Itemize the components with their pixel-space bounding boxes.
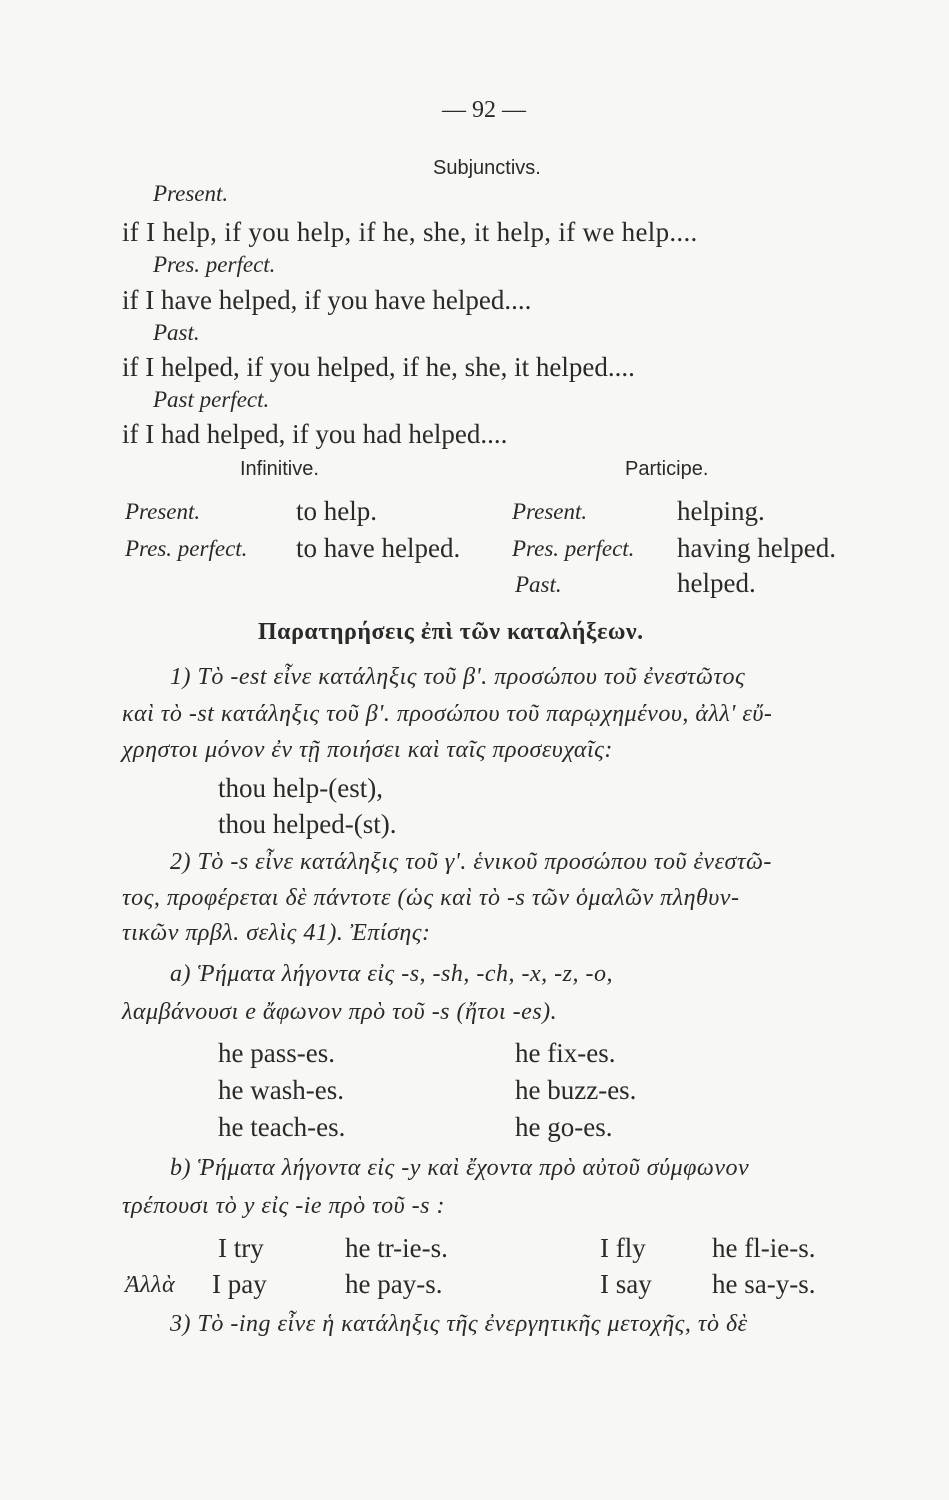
participle-title: Participe.: [625, 458, 709, 480]
inf-present-label: Present.: [125, 499, 201, 524]
obs-p1-line3: χρηστοι μόνον ἐν τῇ ποιήσει καὶ ταῖς προσευχαῖς:: [122, 737, 613, 763]
obs-p2-line2: τος, προφέρεται δὲ πάντοτε (ὡς καὶ τὸ -s τῶν ὁμαλῶν πληθυν-: [122, 885, 740, 911]
inf-present-value: to help.: [296, 496, 377, 526]
part-past-value: helped.: [677, 568, 756, 598]
obs-p3-line1: 3) Τὸ -ing εἶνε ἡ κατάληξις τῆς ἐνεργητικῆς μετοχῆς, τὸ δὲ: [170, 1311, 748, 1337]
subj-past-text: if I helped, if you helped, if he, she, it helped....: [122, 352, 635, 382]
b-row1-col3: I fly: [600, 1233, 646, 1263]
part-past-label: Past.: [515, 572, 562, 597]
b-row2-col1: I pay: [212, 1269, 267, 1299]
obs-b-line1: b) Ῥήματα λήγοντα εἰς -y καὶ ἔχοντα πρὸ αὐτοῦ σύμφωνον: [170, 1155, 750, 1181]
part-pres-perfect-label: Pres. perfect.: [512, 536, 635, 561]
obs-p1-line1: 1) Τὸ -est εἶνε κατάληξις τοῦ β'. προσώπου τοῦ ἐνεστῶτος: [170, 664, 746, 690]
part-present-label: Present.: [512, 499, 588, 524]
part-pres-perfect-value: having helped.: [677, 533, 836, 563]
subj-past-perfect-label: Past perfect.: [153, 387, 270, 412]
inf-pres-perfect-label: Pres. perfect.: [125, 536, 248, 561]
a-example-right-3: he go-es.: [515, 1112, 613, 1142]
subj-present-text: if I help, if you help, if he, she, it help, if we help....: [122, 217, 698, 247]
obs-a-line2: λαμβάνουσι e ἄφωνον πρὸ τοῦ -s (ἤτοι -es).: [122, 999, 558, 1025]
obs-example-2: thou helped-(st).: [218, 809, 397, 839]
subj-pres-perfect-text: if I have helped, if you have helped....: [122, 285, 532, 315]
subj-past-perfect-text: if I had helped, if you had helped....: [122, 419, 508, 449]
inf-pres-perfect-value: to have helped.: [296, 533, 461, 563]
a-example-left-1: he pass-es.: [218, 1038, 335, 1068]
observations-heading: Παρατηρήσεις ἐπὶ τῶν καταλήξεων.: [258, 619, 644, 645]
subj-present-label: Present.: [153, 181, 229, 206]
a-example-left-3: he teach-es.: [218, 1112, 346, 1142]
obs-p2-line1: 2) Τὸ -s εἶνε κατάληξις τοῦ γ'. ἑνικοῦ προσώπου τοῦ ἐνεστῶ-: [170, 849, 772, 875]
obs-b-line2: τρέπουσι τὸ y εἰς -ie πρὸ τοῦ -s :: [122, 1193, 445, 1219]
subjunctive-title: Subjunctivs.: [433, 157, 541, 179]
part-present-value: helping.: [677, 496, 765, 526]
page-number: — 92 —: [442, 97, 526, 123]
b-row2-col2: he pay-s.: [345, 1269, 443, 1299]
b-row1-col4: he fl-ie-s.: [712, 1233, 816, 1263]
subj-pres-perfect-label: Pres. perfect.: [153, 252, 276, 277]
b-row2-col4: he sa-y-s.: [712, 1269, 816, 1299]
b-row2-col3: I say: [600, 1269, 652, 1299]
obs-p1-line2: καὶ τὸ -st κατάληξις τοῦ β'. προσώπου τοῦ παρῳχημένου, ἀλλ' εὔ-: [122, 701, 773, 727]
a-example-right-1: he fix-es.: [515, 1038, 616, 1068]
a-example-right-2: he buzz-es.: [515, 1075, 637, 1105]
obs-p2-line3: τικῶν πρβλ. σελὶς 41). Ἐπίσης:: [122, 920, 431, 946]
b-row1-col2: he tr-ie-s.: [345, 1233, 448, 1263]
infinitive-title: Infinitive.: [240, 458, 319, 480]
b-row1-col1: I try: [218, 1233, 264, 1263]
subj-past-label: Past.: [153, 320, 200, 345]
a-example-left-2: he wash-es.: [218, 1075, 344, 1105]
obs-example-1: thou help-(est),: [218, 773, 383, 803]
obs-a-line1: a) Ῥήματα λήγοντα εἰς -s, -sh, -ch, -x, -z, -o,: [170, 961, 613, 987]
b-row2-prefix: Ἀλλὰ: [125, 1272, 176, 1298]
